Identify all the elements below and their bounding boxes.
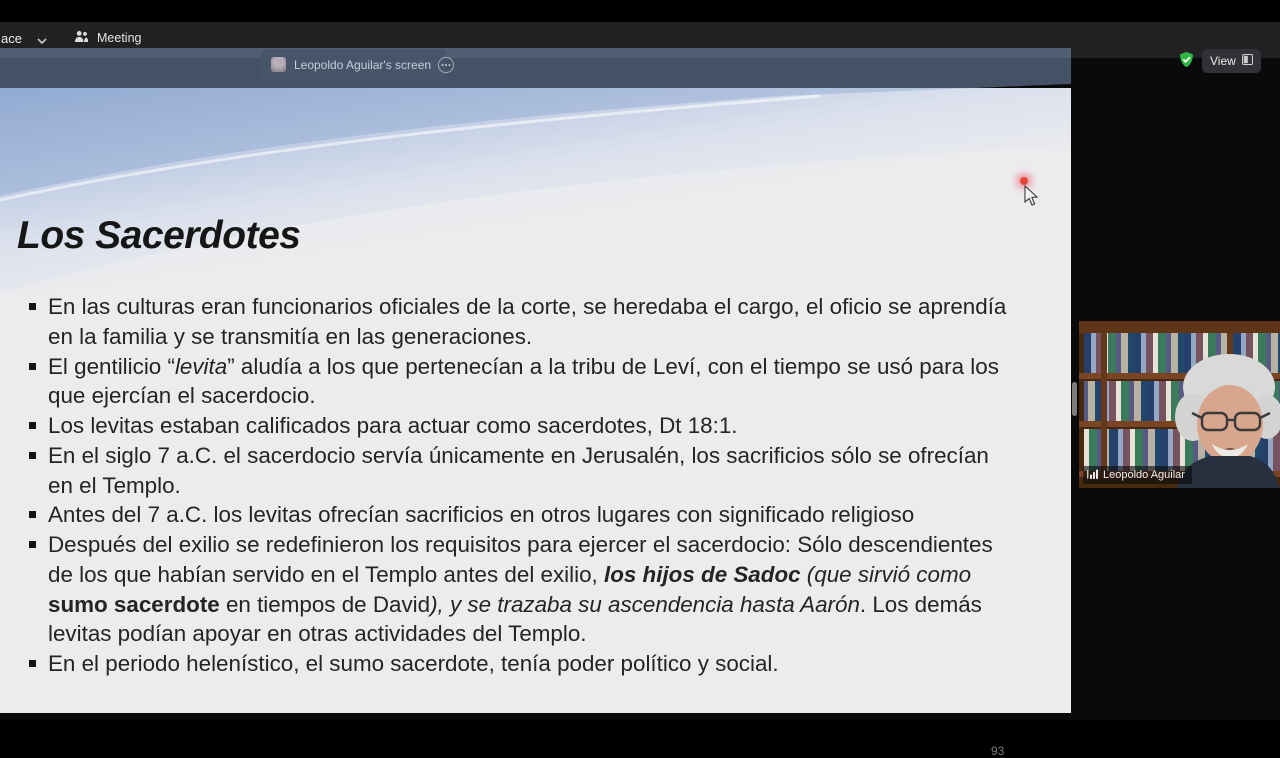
window-titlebar	[0, 0, 1280, 22]
bullet-item: Después del exilio se redefinieron los requisitos para ejercer el sacerdocio: Sólo descendientes de los que habían servido en el Templo antes del exilio, los hijos de Sadoc (que sirvió como sumo sacerdote en tiempos de David), y se trazaba su ascendencia hasta Aarón. Los demás levitas podían apoyar en otras actividades del Templo.	[28, 530, 1016, 649]
bullet-list	[28, 292, 1016, 679]
laser-pointer-dot	[1020, 177, 1028, 185]
slide-title: Los Sacerdotes	[17, 214, 301, 257]
bullet-item: El gentilicio “levita” aludía a los que pertenecían a la tribu de Leví, con el tiempo se usó para los que ejercían el sacerdocio.	[28, 352, 1016, 412]
audio-level-icon	[1087, 468, 1099, 482]
shared-screen-slide	[0, 88, 1071, 758]
scrollbar-thumb[interactable]	[1072, 382, 1077, 416]
bullet-item: Antes del 7 a.C. los levitas ofrecían sacrificios en otros lugares con significado religioso	[28, 500, 1016, 530]
menubar-right-group	[1178, 49, 1261, 73]
participant-name-label: Leopoldo Aguilar	[1103, 469, 1185, 481]
view-button[interactable]	[1202, 49, 1261, 73]
people-icon	[74, 30, 89, 46]
bullet-item: En el siglo 7 a.C. el sacerdocio servía únicamente en Jerusalén, los sacrificios sólo se ofrecían en el Templo.	[28, 441, 1016, 501]
bullet-item: En las culturas eran funcionarios oficiales de la corte, se heredaba el cargo, el oficio se aprendía en la familia y se transmitía en las generaciones.	[28, 292, 1016, 352]
bullet-item: En el periodo helenístico, el sumo sacerdote, tenía poder político y social.	[28, 649, 1016, 679]
workspace-label[interactable]: ace	[1, 31, 22, 46]
webcam-video-tile[interactable]	[1079, 321, 1280, 488]
bullet-item: Los levitas estaban calificados para actuar como sacerdotes, Dt 18:1.	[28, 411, 1016, 441]
chevron-down-icon[interactable]	[36, 34, 48, 48]
view-button-label: View	[1210, 54, 1236, 68]
meeting-tab-label: Meeting	[97, 31, 142, 45]
screen-share-tab-label: Leopoldo Aguilar's screen	[294, 57, 432, 72]
slide-header-swoosh	[0, 88, 1071, 293]
slide-page-number: 93	[991, 744, 1005, 758]
participant-name-tag	[1083, 466, 1192, 484]
view-layout-icon	[1242, 54, 1253, 68]
tab-meeting[interactable]	[74, 30, 141, 46]
shield-check-icon	[1178, 51, 1195, 71]
mouse-cursor	[1024, 185, 1040, 212]
